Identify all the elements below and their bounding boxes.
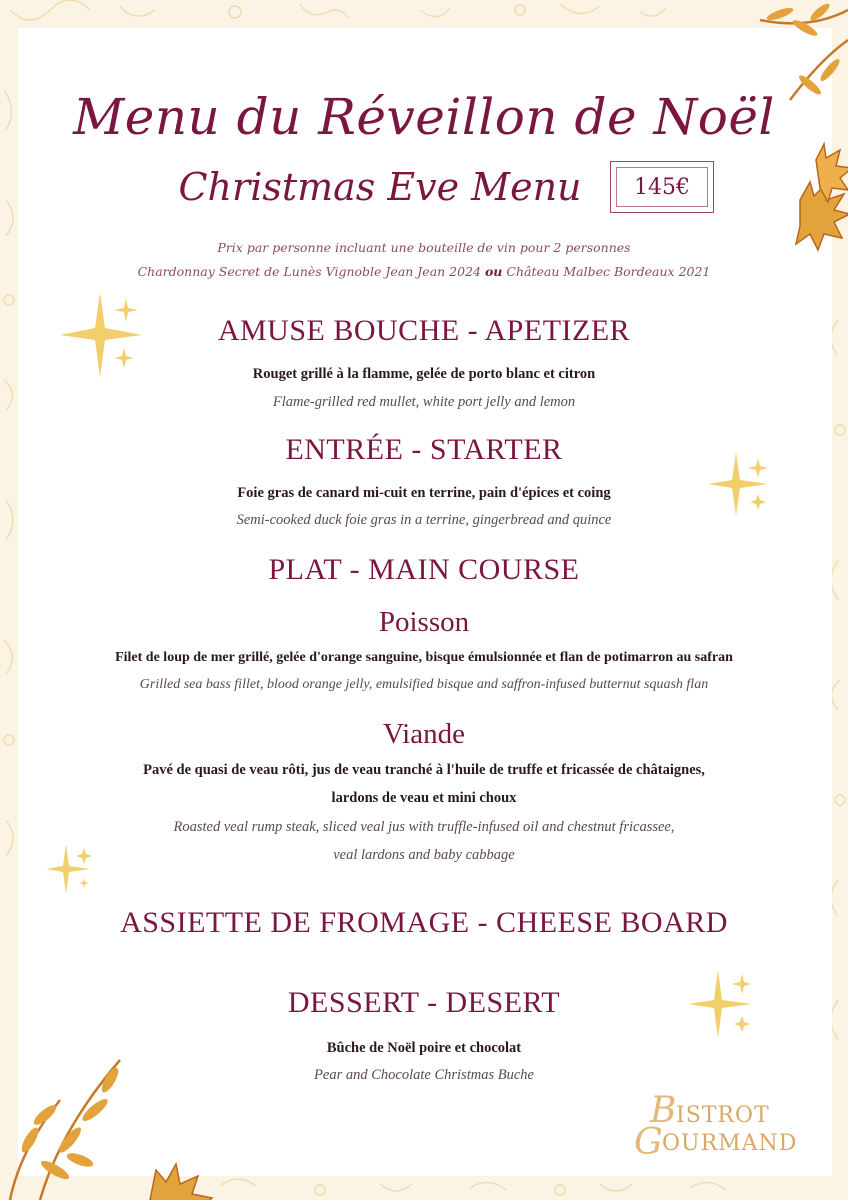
price-note-line2 [0, 264, 848, 279]
dish-fr-line2: lardons de veau et mini choux [331, 790, 517, 806]
menu-title: Menu du Réveillon de Noël [73, 88, 775, 146]
dish-fr: Foie gras de canard mi-cuit en terrine, pain d'épices et coing [237, 485, 611, 501]
section-heading-plat: PLAT - MAIN COURSE [268, 553, 580, 586]
wine-or-label: ou [484, 264, 503, 279]
wine-option-1: Chardonnay Secret de Lunès Vignoble Jean Jean 2024 [137, 264, 485, 279]
svg-text:OURMAND: OURMAND [662, 1131, 798, 1156]
subsection-heading-poisson: Poisson [378, 606, 470, 638]
section-heading-dessert: DESSERT - DESERT [287, 986, 561, 1019]
svg-text:B: B [650, 1090, 677, 1131]
bistrot-gourmand-logo [630, 1088, 830, 1158]
menu-subtitle: Christmas Eve Menu [178, 165, 582, 209]
dish-fr: Filet de loup de mer grillé, gelée d'orange sanguine, bisque émulsionnée et flan de potimarron au safran [115, 650, 733, 665]
dish-en-line1: Roasted veal rump steak, sliced veal jus with truffle-infused oil and chestnut fricassee, [173, 819, 675, 835]
subsection-heading-viande: Viande [382, 718, 465, 750]
price-value: 145€ [634, 174, 690, 200]
dish-en: Flame-grilled red mullet, white port jelly and lemon [272, 394, 576, 410]
wine-option-2: Château Malbec Bordeaux 2021 [502, 264, 711, 279]
price-frame [610, 161, 714, 213]
dish-en: Grilled sea bass fillet, blood orange jelly, emulsified bisque and saffron-infused butternut squash flan [139, 677, 709, 692]
dish-en: Semi-cooked duck foie gras in a terrine, gingerbread and quince [236, 512, 612, 528]
section-heading-fromage: ASSIETTE DE FROMAGE - CHEESE BOARD [120, 906, 728, 939]
svg-text:ISTROT: ISTROT [676, 1103, 770, 1128]
dish-fr-line1: Pavé de quasi de veau rôti, jus de veau tranché à l'huile de truffe et fricassée de châtaignes, [143, 762, 705, 778]
dish-fr: Rouget grillé à la flamme, gelée de porto blanc et citron [252, 366, 596, 382]
price-note-line1: Prix par personne incluant une bouteille de vin pour 2 personnes [217, 240, 631, 255]
dish-fr: Bûche de Noël poire et chocolat [326, 1040, 522, 1056]
section-heading-amuse: AMUSE BOUCHE - APETIZER [217, 314, 631, 347]
dish-en: Pear and Chocolate Christmas Buche [314, 1067, 534, 1083]
section-heading-entree: ENTRÉE - STARTER [285, 433, 563, 466]
svg-text:G: G [634, 1122, 663, 1158]
dish-en-line2: veal lardons and baby cabbage [333, 847, 515, 863]
